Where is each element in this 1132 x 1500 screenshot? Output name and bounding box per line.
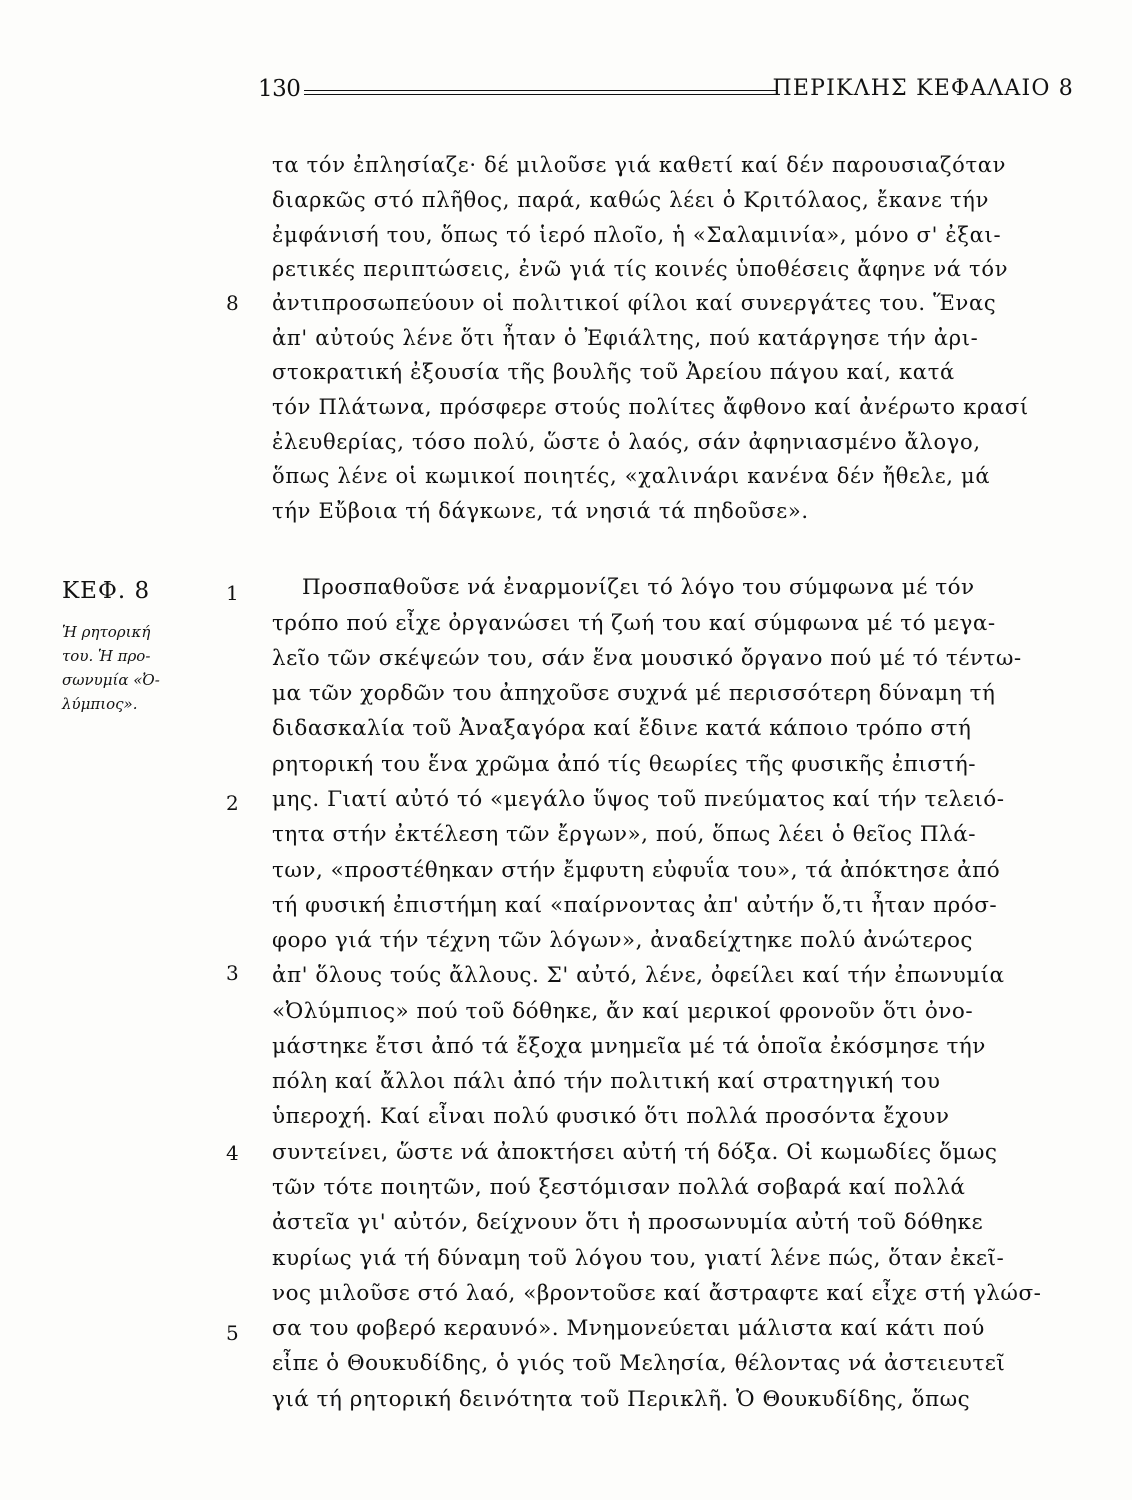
text-line: φορο γιά τήν τέχνη τῶν λόγων», ἀναδείχτηκε πολύ ἀνώτερος bbox=[272, 928, 973, 953]
line-number: 2 bbox=[226, 791, 239, 815]
text-line: ἐλευθερίας, τόσο πολύ, ὥστε ὁ λαός, σάν ἀφηνιασμένο ἄλογο, bbox=[272, 430, 981, 454]
text-line: των, «προστέθηκαν στήν ἔμφυτη εὐφυΐα του», τά ἀπόκτησε ἀπό bbox=[272, 858, 1001, 883]
text-line: ρητορική του ἕνα χρῶμα ἀπό τίς θεωρίες τῆς φυσικῆς ἐπιστή- bbox=[272, 752, 977, 777]
page-number: 130 bbox=[258, 76, 301, 102]
text-line: πόλη καί ἄλλοι πάλι ἀπό τήν πολιτική καί στρατηγική του bbox=[272, 1069, 941, 1094]
text-line: ρετικές περιπτώσεις, ἐνῶ γιά τίς κοινές ὑποθέσεις ἄφηνε νά τόν bbox=[272, 257, 1009, 281]
text-line: ὑπεροχή. Καί εἶναι πολύ φυσικό ὅτι πολλά προσόντα ἔχουν bbox=[272, 1104, 950, 1129]
text-line: ἀπ' αὐτούς λένε ὅτι ἦταν ὁ Ἐφιάλτης, πού κατάργησε τήν ἀρι- bbox=[272, 326, 979, 350]
running-head: ΠΕΡΙΚΛΗΣ ΚΕΦΑΛΑΙΟ 8 bbox=[772, 76, 1074, 101]
text-line: ἀπ' ὅλους τούς ἄλλους. Σ' αὐτό, λένε, ὀφείλει καί τήν ἐπωνυμία bbox=[272, 963, 1005, 988]
line-number: 8 bbox=[226, 291, 239, 315]
header-double-rule bbox=[304, 90, 776, 95]
text-line: νος μιλοῦσε στό λαό, «βροντοῦσε καί ἄστραφτε καί εἶχε στή γλώσ- bbox=[272, 1281, 1042, 1306]
page-header bbox=[258, 76, 1074, 110]
margin-note-line: Ἡ ρητορική bbox=[62, 623, 151, 641]
text-line: ἀστεῖα γι' αὐτόν, δείχνουν ὅτι ἡ προσωνυμία αὐτή τοῦ δόθηκε bbox=[272, 1210, 984, 1235]
text-line: τήν Εὔβοια τή δάγκωνε, τά νησιά τά πηδοῦσε». bbox=[272, 499, 809, 523]
text-line: «Ὀλύμπιος» πού τοῦ δόθηκε, ἄν καί μερικοί φρονοῦν ὅτι ὀνο- bbox=[272, 999, 974, 1024]
text-line: ἐμφάνισή του, ὅπως τό ἱερό πλοῖο, ἡ «Σαλαμινία», μόνο σ' ἐξαι- bbox=[272, 223, 1002, 247]
text-line: σα του φοβερό κεραυνό». Μνημονεύεται μάλιστα καί κάτι πού bbox=[272, 1316, 985, 1341]
text-line: διαρκῶς στό πλῆθος, παρά, καθώς λέει ὁ Κριτόλαος, ἔκανε τήν bbox=[272, 188, 990, 212]
line-number: 3 bbox=[226, 961, 239, 985]
text-line: συντείνει, ὥστε νά ἀποκτήσει αὐτή τή δόξα. Οἱ κωμωδίες ὅμως bbox=[272, 1140, 998, 1165]
chapter-marker: ΚΕΦ. 8 bbox=[62, 578, 151, 604]
text-line: στοκρατική ἐξουσία τῆς βουλῆς τοῦ Ἀρείου πάγου καί, κατά bbox=[272, 360, 955, 384]
text-line: Προσπαθοῦσε νά ἐναρμονίζει τό λόγο του σύμφωνα μέ τόν bbox=[302, 575, 975, 600]
text-line: εἶπε ὁ Θουκυδίδης, ὁ γιός τοῦ Μελησία, θέλοντας νά ἀστειευτεῖ bbox=[272, 1351, 1006, 1376]
text-line: μα τῶν χορδῶν του ἀπηχοῦσε συχνά μέ περισσότερη δύναμη τή bbox=[272, 681, 996, 706]
text-line: μης. Γιατί αὐτό τό «μεγάλο ὕψος τοῦ πνεύματος καί τήν τελειό- bbox=[272, 787, 1005, 812]
text-line: ὅπως λένε οἱ κωμικοί ποιητές, «χαλινάρι κανένα δέν ἤθελε, μά bbox=[272, 464, 991, 488]
margin-note-line: λύμπιος». bbox=[62, 695, 138, 713]
text-line: διδασκαλία τοῦ Ἀναξαγόρα καί ἔδινε κατά κάποιο τρόπο στή bbox=[272, 716, 972, 741]
text-line: ἀντιπροσωπεύουν οἱ πολιτικοί φίλοι καί συνεργάτες του. Ἕνας bbox=[272, 291, 997, 315]
line-number: 4 bbox=[226, 1141, 239, 1165]
line-number: 5 bbox=[226, 1321, 239, 1345]
text-line: τῶν τότε ποιητῶν, πού ξεστόμισαν πολλά σοβαρά καί πολλά bbox=[272, 1175, 966, 1200]
text-line: λεῖο τῶν σκέψεών του, σάν ἕνα μουσικό ὄργανο πού μέ τό τέντω- bbox=[272, 646, 1022, 671]
text-line: γιά τή ρητορική δεινότητα τοῦ Περικλῆ. Ὁ Θουκυδίδης, ὅπως bbox=[272, 1387, 971, 1412]
text-line: μάστηκε ἔτσι ἀπό τά ἔξοχα μνημεῖα μέ τά ὁποῖα ἐκόσμησε τήν bbox=[272, 1034, 986, 1059]
text-line: κυρίως γιά τή δύναμη τοῦ λόγου του, γιατί λένε πώς, ὅταν ἐκεῖ- bbox=[272, 1246, 1005, 1271]
text-line: τητα στήν ἐκτέλεση τῶν ἔργων», πού, ὅπως λέει ὁ θεῖος Πλά- bbox=[272, 822, 977, 847]
text-line: τόν Πλάτωνα, πρόσφερε στούς πολίτες ἄφθονο καί ἀνέρωτο κρασί bbox=[272, 395, 1029, 419]
margin-note-line: σωνυμία «Ὀ- bbox=[62, 671, 160, 689]
text-line: τα τόν ἐπλησίαζε· δέ μιλοῦσε γιά καθετί καί δέν παρουσιαζόταν bbox=[272, 153, 1007, 177]
line-number: 1 bbox=[226, 581, 239, 605]
text-line: τή φυσική ἐπιστήμη καί «παίρνοντας ἀπ' αὐτήν ὅ,τι ἦταν πρόσ- bbox=[272, 893, 998, 918]
text-line: τρόπο πού εἶχε ὀργανώσει τή ζωή του καί σύμφωνα μέ τό μεγα- bbox=[272, 611, 996, 636]
margin-note-line: του. Ἡ προ- bbox=[62, 647, 151, 665]
